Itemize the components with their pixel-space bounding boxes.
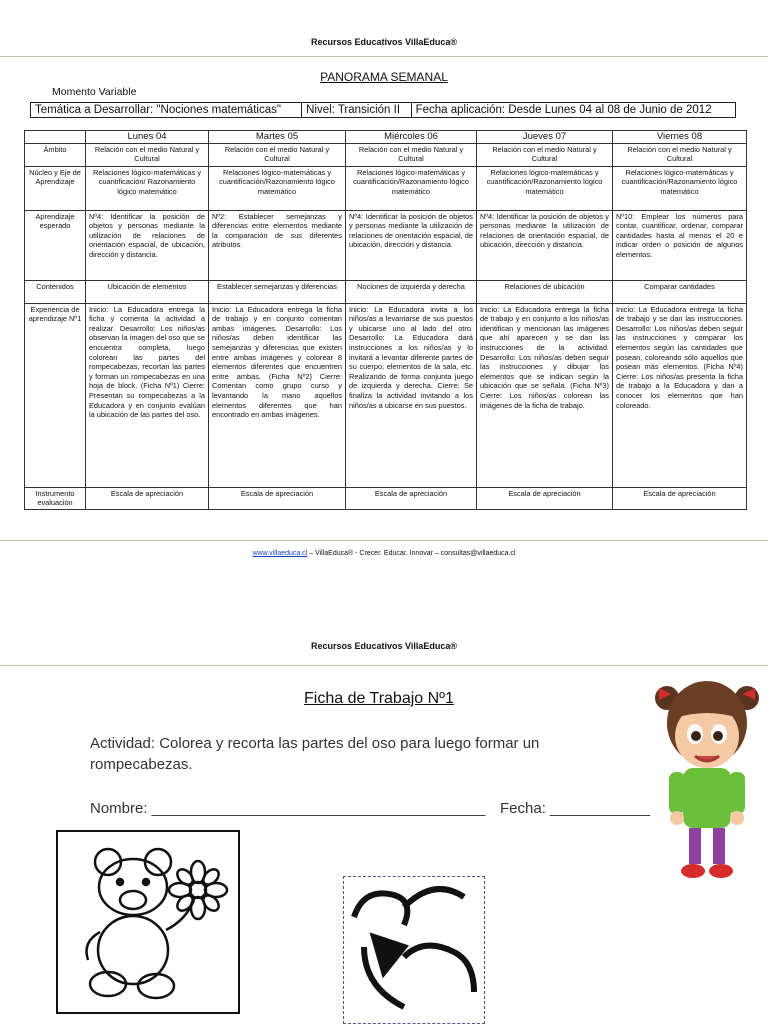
table-row [25,303,747,487]
table-cell: Nº4: Identificar la posición de objetos y personas mediante la utilización de relaciones de orientación espacial, de ubicación, dirección y distancia. [86,210,209,280]
table-cell: Relaciones lógico-matemáticas y cuantificación/Razonamiento lógico matemático [613,166,747,210]
momento-label: Momento Variable [52,86,137,98]
info-table [30,102,736,118]
table-cell: Relación con el medio Natural y Cultural [477,143,613,166]
table-cell: Inicio: La Educadora invita a los niños/as a levantarse de sus puestos y ubicarse uno al lado del otro. Desarrollo: La Educadora dará instrucciones a los niños/as y lo invitará a levantar diferente partes de su cuerpo, elementos de la sala, etc. Realizando de forma conjunta juego de izquierda y derecha. Cierre: Se finaliza la actividad invitando a los niños/as a ubicarse en sus puestos. [346,303,477,487]
date-field: Fecha: ____________ [500,800,651,817]
table-cell: Relación con el medio Natural y Cultural [86,143,209,166]
day-header: Miércoles 06 [346,131,477,144]
tematica-cell: Temática a Desarrollar: "Nociones matemáticas" [31,103,302,118]
corner-cell [25,131,86,144]
page1-footer [0,550,768,557]
page1-title: PANORAMA SEMANAL [320,70,448,84]
table-row [25,487,747,509]
table-cell: Relaciones de ubicación [477,280,613,303]
row-label: Aprendizaje esperado [25,210,86,280]
table-cell: Nº4: Identificar la posición de objetos y personas mediante la utilización de relaciones de orientación espacial, de ubicación, dirección y distancia. [346,210,477,280]
table-cell: Inicio: La Educadora entrega la ficha de trabajo y en conjunto comentan ambas imágenes. Desarrollo: Los niños/as deben identificar las semejanzas y diferencias que existen entre ambas imágenes y colorear 8 elementos diferentes que encuentren entre ambas. (Ficha Nº2) Cierre: Comentan como grupo curso y levantando la mano aquellos elementos diferentes que han encontrado en ambas imágenes. [209,303,346,487]
table-cell: Escala de apreciación [477,487,613,509]
website-link[interactable]: www.villaeduca.cl [252,550,308,557]
table-cell: Relación con el medio Natural y Cultural [346,143,477,166]
table-cell: Nº10: Emplear los números para contar, cuantificar, ordenar, comparar cantidades hasta al menos el 20 e indicar orden o posición de algunos elementos. [613,210,747,280]
worksheet-title: Ficha de Trabajo Nº1 [304,690,454,707]
table-cell: Escala de apreciación [346,487,477,509]
page1-header-rule [0,56,768,57]
page1-footer-rule [0,540,768,541]
row-label: Instrumento evaluación [25,487,86,509]
table-cell: Nº2: Establecer semejanzas y diferencias entre elementos mediante la comparación de sus diferentes atributos. [209,210,346,280]
name-field: Nombre: ________________________________________ [90,800,486,817]
fecha-cell: Fecha aplicación: Desde Lunes 04 al 08 de Junio de 2012 [411,103,735,118]
teddy-bear-frame [56,830,240,1014]
row-label: Ámbito [25,143,86,166]
table-cell: Escala de apreciación [209,487,346,509]
table-row [25,210,747,280]
table-cell: Escala de apreciación [613,487,747,509]
days-header-row [25,131,747,144]
table-cell: Escala de apreciación [86,487,209,509]
table-cell: Establecer semejanzas y diferencias [209,280,346,303]
table-cell: Nociones de izquierda y derecha [346,280,477,303]
girl-character [655,668,759,883]
activity-line-2: rompecabezas. [90,756,193,773]
page2-header: Recursos Educativos VillaEduca® [310,641,458,651]
nivel-cell: Nivel: Transición II [302,103,411,118]
table-cell: Ubicación de elementos [86,280,209,303]
table-cell: Inicio: La Educadora entrega la ficha de trabajo y en conjunto a los niños/as identifican y mencionan las imágenes que ahí aparecen y se dan las instrucciones de la actividad. Desarrollo: Los niños/as deben seguir las instrucciones y dibujar los elementos que se indican según la ubicación que se señala. (Ficha Nº3) Cierre: Los niños/as colorean las imágenes de la ficha de trabajo. [477,303,613,487]
table-cell: Relaciones lógico-matemáticas y cuantificación/Razonamiento lógico matemático [209,166,346,210]
table-cell: Relaciones lógico-matemáticas y cuantificación/Razonamiento lógico matemático [477,166,613,210]
table-cell: Comparar cantidades [613,280,747,303]
page1-header: Recursos Educativos VillaEduca® [310,37,458,47]
table-cell: Nº4: Identificar la posición de objetos y personas mediante la utilización de relaciones de orientación espacial, de ubicación, dirección y distancia. [477,210,613,280]
teddy-bear-icon [58,832,238,1012]
page2-header-rule [0,665,768,666]
day-header: Martes 05 [209,131,346,144]
table-cell: Inicio: La Educadora entrega la ficha de trabajo y se dan las instrucciones. Desarrollo: Los niños/as deben seguir las instrucciones y comparar los elementos según las cantidades que posean, coloreando sólo aquellos que posean más elementos. (Ficha Nº4) Cierre: Los niños/as presenta la ficha de trabajo a la Educadora y dan a conocer los elementos que han coloreado. [613,303,747,487]
table-cell: Relación con el medio Natural y Cultural [209,143,346,166]
table-cell: Relación con el medio Natural y Cultural [613,143,747,166]
table-row [25,280,747,303]
day-header: Jueves 07 [477,131,613,144]
puzzle-piece-icon [344,877,484,1023]
activity-line-1: Actividad: Colorea y recorta las partes del oso para luego formar un [90,735,540,752]
table-row [25,143,747,166]
table-cell: Inicio: La Educadora entrega la ficha y comenta la actividad a realizar. Desarrollo: Los niños/as observan la imagen del oso que se encuentra completa, luego colorean las partes del rompecabezas, recortan las partes y forman un rompecabezas en una hoja de block. (Ficha Nº1) Cierre: Presentan su rompecabezas a la Educadora y en conjunto evalúan la ubicación de las partes del oso. [86,303,209,487]
day-header: Viernes 08 [613,131,747,144]
row-label: Núcleo y Eje de Aprendizaje [25,166,86,210]
row-label: Experiencia de aprendizaje Nº1 [25,303,86,487]
footer-text: – VillaEduca® - Crecer. Educar. Innovar – consultas@villaeduca.cl [307,550,516,557]
day-header: Lunes 04 [86,131,209,144]
table-cell: Relaciones lógico-matemáticas y cuantificación/Razonamiento lógico matemático [346,166,477,210]
table-cell: Relaciones lógico-matemáticas y cuantificación/ Razonamiento lógico matemático [86,166,209,210]
girl-character-icon [655,668,759,883]
weekly-plan-table [24,130,747,510]
table-row [25,166,747,210]
puzzle-piece-frame [343,876,485,1024]
row-label: Contenidos [25,280,86,303]
